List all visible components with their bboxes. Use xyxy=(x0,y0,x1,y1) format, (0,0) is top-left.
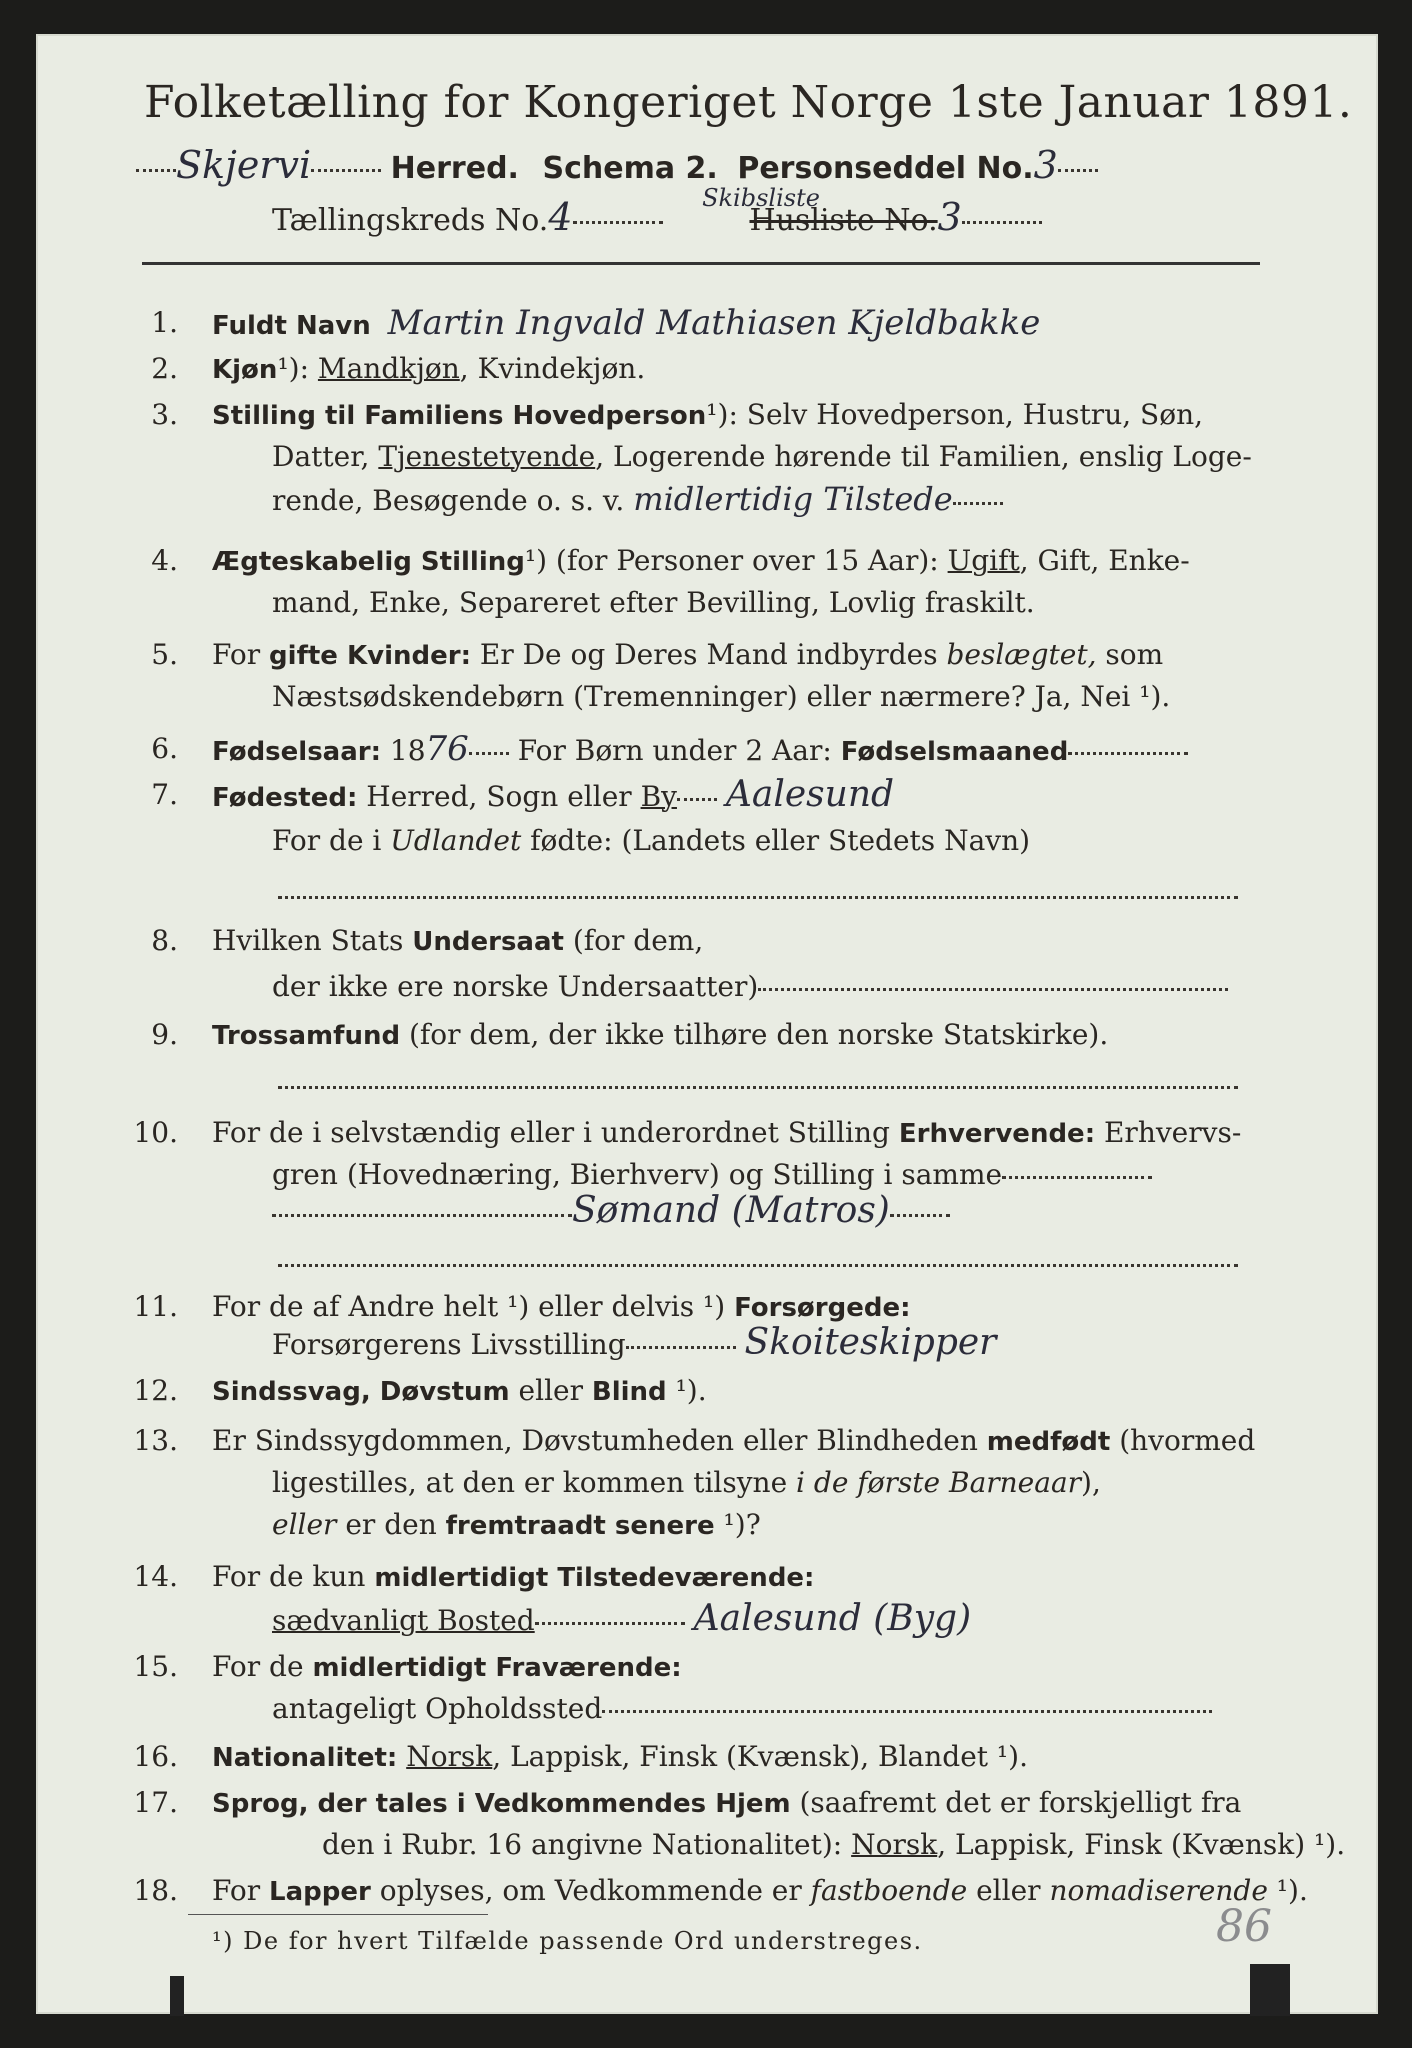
row-4-label: Ægteskabelig Stilling xyxy=(212,547,525,577)
row-15-text: For de xyxy=(212,1650,313,1683)
row-17-text: (saafremt det er forskjelligt fra xyxy=(790,1786,1242,1819)
row-13 xyxy=(212,1424,1255,1459)
row-10 xyxy=(212,1116,1241,1151)
row-5-text2: Er De og Deres Mand indbyrdes xyxy=(470,638,947,671)
row-10-answer-line xyxy=(278,1264,1238,1267)
row-10-line2-text: gren (Hovednæring, Bierhverv) og Stilling i samme xyxy=(272,1158,1003,1191)
row-7-line2 xyxy=(272,824,1030,858)
form-title: Folketælling for Kongeriget Norge 1ste Januar 1891. xyxy=(144,77,1353,128)
row-11-value: Skoiteskipper xyxy=(744,1322,997,1363)
row-6-text: 18 xyxy=(381,734,426,767)
row-16-rest: , Lappisk, Finsk (Kvænsk), Blandet ¹). xyxy=(492,1740,1028,1773)
row-12 xyxy=(212,1374,707,1409)
row-18-text2: oplyses, om Vedkommende er xyxy=(370,1874,811,1907)
row-14-number: 14. xyxy=(133,1560,178,1593)
row-14-line2-text: sædvanligt Bosted xyxy=(272,1604,535,1637)
row-4 xyxy=(212,544,1190,579)
husliste-value: 3 xyxy=(937,195,962,239)
row-14 xyxy=(212,1560,814,1595)
row-2-rest: , Kvindekjøn. xyxy=(459,352,646,385)
herred-value: Skjervi xyxy=(176,143,312,187)
row-3-line2 xyxy=(272,440,1252,474)
row-12-label: Sindssvag, Døvstum xyxy=(212,1377,510,1407)
row-5-label: gifte Kvinder: xyxy=(269,641,471,671)
row-9 xyxy=(212,1018,1108,1053)
row-9-number: 9. xyxy=(151,1018,178,1051)
row-9-label: Trossamfund xyxy=(212,1021,401,1051)
row-12-number: 12. xyxy=(133,1374,178,1407)
row-10-label: Erhvervende: xyxy=(898,1119,1096,1149)
row-4-rest: , Gift, Enke- xyxy=(1019,544,1190,577)
row-2-underlined: Mandkjøn xyxy=(317,352,460,385)
herred-label: Herred. xyxy=(390,151,519,186)
personseddel-label: Personseddel No. xyxy=(737,151,1034,186)
row-7-label: Fødested: xyxy=(212,783,358,813)
skibsliste-note: Skibsliste xyxy=(702,184,820,212)
row-18-italic2: nomadiserende xyxy=(1049,1874,1268,1907)
row-13-text2: (hvormed xyxy=(1110,1424,1256,1457)
row-3-label: Stilling til Familiens Hovedperson xyxy=(212,401,707,431)
row-16-label: Nationalitet: xyxy=(212,1743,398,1773)
row-3-value: midlertidig Tilstede xyxy=(633,480,953,518)
row-2-number: 2. xyxy=(151,352,178,385)
row-18-text3: eller xyxy=(967,1874,1050,1907)
row-15-line2 xyxy=(272,1692,1212,1726)
row-4-text: ¹) (for Personer over 15 Aar): xyxy=(524,544,948,577)
herred-line xyxy=(136,140,1098,194)
row-8 xyxy=(212,924,703,959)
row-3-line3-text: rende, Besøgende o. s. v. xyxy=(272,484,625,517)
row-6-value: 76 xyxy=(425,729,469,769)
row-16-underlined: Norsk xyxy=(406,1740,493,1773)
row-12-text: eller xyxy=(509,1374,592,1407)
row-3-line3 xyxy=(272,482,1003,518)
row-15 xyxy=(212,1650,682,1685)
row-6-label: Fødselsaar: xyxy=(212,737,381,767)
personseddel-value: 3 xyxy=(1033,143,1058,187)
row-5 xyxy=(212,638,1163,673)
row-7-number: 7. xyxy=(151,778,178,811)
row-7-value: Aalesund xyxy=(725,774,895,815)
footnote-rule xyxy=(188,1914,488,1915)
row-2-label: Kjøn xyxy=(212,355,278,385)
row-17 xyxy=(212,1786,1241,1821)
row-10-text: For de i selvstændig eller i underordnet Stilling xyxy=(212,1116,899,1149)
row-13-line2b: ), xyxy=(1081,1466,1101,1499)
row-5-number: 5. xyxy=(151,638,178,671)
row-17-line2 xyxy=(322,1828,1345,1862)
row-13-line3a: er den xyxy=(336,1508,446,1541)
row-4-line2: mand, Enke, Separeret efter Bevilling, Lovlig fraskilt. xyxy=(272,586,1035,619)
row-1-value: Martin Ingvald Mathiasen Kjeldbakke xyxy=(387,303,1041,343)
margin-note: 86 xyxy=(1216,1901,1272,1952)
row-10-line2 xyxy=(272,1158,1152,1192)
row-1-label: Fuldt Navn xyxy=(212,311,371,341)
row-7-line2b: fødte: (Landets eller Stedets Navn) xyxy=(521,824,1031,857)
row-3-line2a: Datter, xyxy=(272,440,379,473)
row-13-line2 xyxy=(272,1466,1101,1500)
row-15-number: 15. xyxy=(133,1650,178,1683)
row-18 xyxy=(212,1874,1308,1909)
row-7-line2i: Udlandet xyxy=(390,824,522,857)
row-1 xyxy=(212,303,1041,343)
row-14-value: Aalesund (Byg) xyxy=(693,1598,972,1639)
row-11-label: Forsørgede: xyxy=(734,1293,911,1323)
row-6-number: 6. xyxy=(151,732,178,765)
row-18-number: 18. xyxy=(133,1874,178,1907)
row-11-line2 xyxy=(272,1322,997,1363)
schema-label: Schema 2. xyxy=(542,151,718,186)
row-11-text: For de af Andre helt ¹) eller delvis ¹) xyxy=(212,1290,735,1323)
row-17-number: 17. xyxy=(133,1786,178,1819)
row-12-text2: ¹). xyxy=(666,1374,707,1407)
row-10-value: Sømand (Matros) xyxy=(572,1190,890,1231)
row-2 xyxy=(212,352,645,387)
census-form xyxy=(36,34,1378,2014)
row-16 xyxy=(212,1740,1028,1775)
row-13-text: Er Sindssygdommen, Døvstumheden eller Blindheden xyxy=(212,1424,987,1457)
row-10-text2: Erhvervs- xyxy=(1095,1116,1242,1149)
row-7-underlined: By xyxy=(640,780,677,813)
row-14-text: For de kun xyxy=(212,1560,375,1593)
row-1-number: 1. xyxy=(151,306,178,339)
row-16-number: 16. xyxy=(133,1740,178,1773)
row-3-underlined: Tjenestetyende xyxy=(378,440,596,473)
header-rule xyxy=(142,262,1260,265)
row-14-label: midlertidigt Tilstedeværende: xyxy=(374,1563,815,1593)
row-13-line2a: ligestilles, at den er kommen tilsyne xyxy=(272,1466,797,1499)
row-5-italic: beslægtet, xyxy=(946,638,1097,671)
row-8-text2: (for dem, xyxy=(563,924,704,957)
row-6-text2: For Børn under 2 Aar: xyxy=(508,734,841,767)
row-15-line2-text: antageligt Opholdssted xyxy=(272,1692,603,1725)
row-2-text: ¹): xyxy=(277,352,318,385)
row-7-text: Herred, Sogn eller xyxy=(357,780,641,813)
row-9-answer-line xyxy=(278,1086,1238,1089)
row-18-text: For xyxy=(212,1874,270,1907)
row-13-line3 xyxy=(272,1508,761,1543)
row-17-line2b: , Lappisk, Finsk (Kvænsk) ¹). xyxy=(937,1828,1346,1861)
row-10-line3 xyxy=(272,1190,950,1231)
row-3-text: ¹): Selv Hovedperson, Hustru, Søn, xyxy=(706,398,1203,431)
row-17-line2a: den i Rubr. 16 angivne Nationalitet): xyxy=(322,1828,852,1861)
row-7-answer-line xyxy=(278,896,1238,899)
row-6 xyxy=(212,729,1188,769)
row-8-number: 8. xyxy=(151,924,178,957)
taellingskreds-value: 4 xyxy=(548,195,573,239)
row-18-text4: ¹). xyxy=(1267,1874,1308,1907)
row-13-line3i: eller xyxy=(272,1508,337,1541)
row-12-label2: Blind xyxy=(591,1377,667,1407)
row-18-italic: fastboende xyxy=(810,1874,968,1907)
row-13-label: medfødt xyxy=(986,1427,1111,1457)
row-13-line2i: i de første Barneaar xyxy=(796,1466,1082,1499)
row-17-underlined: Norsk xyxy=(851,1828,938,1861)
row-8-label: Undersaat xyxy=(412,927,564,957)
row-4-number: 4. xyxy=(151,544,178,577)
row-10-number: 10. xyxy=(133,1116,178,1149)
row-17-label: Sprog, der tales i Vedkommendes Hjem xyxy=(212,1789,791,1819)
row-13-line3c: ¹)? xyxy=(714,1508,761,1541)
row-9-text: (for dem, der ikke tilhøre den norske Statskirke). xyxy=(400,1018,1109,1051)
row-3-line2b: , Logerende hørende til Familien, enslig Loge- xyxy=(595,440,1252,473)
row-5-text3: som xyxy=(1096,638,1164,671)
footnote: ¹) De for hvert Tilfælde passende Ord understreges. xyxy=(212,1927,923,1955)
row-4-underlined: Ugift xyxy=(947,544,1020,577)
row-8-line2-text: der ikke ere norske Undersaatter) xyxy=(272,970,759,1003)
row-11-line2-text: Forsørgerens Livsstilling xyxy=(272,1328,626,1361)
row-8-text: Hvilken Stats xyxy=(212,924,413,957)
taellingskreds-line xyxy=(272,184,1042,247)
edge-mark-right xyxy=(1250,1964,1290,2016)
row-7-line2a: For de i xyxy=(272,824,391,857)
row-11-number: 11. xyxy=(133,1290,178,1323)
husliste-label: Husliste No. xyxy=(749,203,938,238)
row-18-label: Lapper xyxy=(269,1877,371,1907)
row-3 xyxy=(212,398,1203,433)
row-5-line2: Næstsødskendebørn (Tremenninger) eller nærmere? Ja, Nei ¹). xyxy=(272,680,1171,713)
row-14-line2 xyxy=(272,1598,972,1639)
row-5-text1: For xyxy=(212,638,270,671)
row-3-number: 3. xyxy=(151,398,178,431)
row-8-line2 xyxy=(272,970,1228,1004)
row-7 xyxy=(212,774,895,815)
row-13-number: 13. xyxy=(133,1424,178,1457)
taellingskreds-label: Tællingskreds No. xyxy=(272,203,549,238)
row-15-label: midlertidigt Fraværende: xyxy=(312,1653,682,1683)
row-11 xyxy=(212,1290,911,1325)
edge-mark-left xyxy=(170,1976,184,2016)
row-6-label2: Fødselsmaaned xyxy=(840,737,1069,767)
row-13-line3b: fremtraadt senere xyxy=(445,1511,715,1541)
